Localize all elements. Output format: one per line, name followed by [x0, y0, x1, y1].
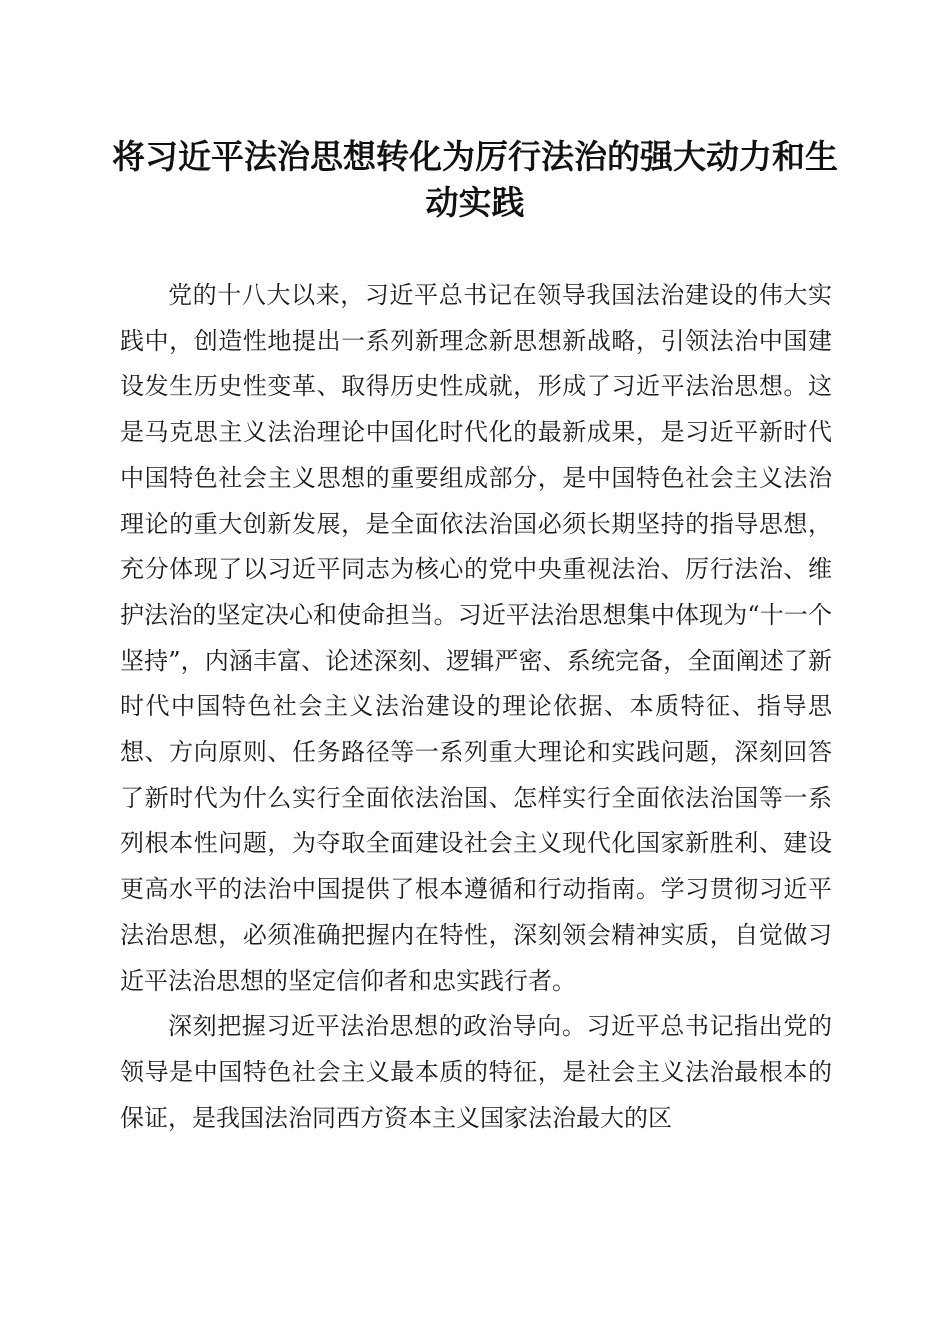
paragraph-2: 深刻把握习近平法治思想的政治导向。习近平总书记指出党的领导是中国特色社会主义最本质的特征，是社会主义法治最根本的保证，是我国法治同西方资本主义国家法治最大的区	[120, 1012, 832, 1132]
document-body	[120, 273, 832, 1141]
paragraph-1: 党的十八大以来，习近平总书记在领导我国法治建设的伟大实践中，创造性地提出一系列新理念新思想新战略，引领法治中国建设发生历史性变革、取得历史性成就，形成了习近平法治思想。这是马克思主义法治理论中国化时代化的最新成果，是习近平新时代中国特色社会主义思想的重要组成部分，是中国特色社会主义法治理论的重大创新发展，是全面依法治国必须长期坚持的指导思想，充分体现了以习近平同志为核心的党中央重视法治、厉行法治、维护法治的坚定决心和使命担当。习近平法治思想集中体现为“十一个坚持”，内涵丰富、论述深刻、逻辑严密、系统完备，全面阐述了新时代中国特色社会主义法治建设的理论依据、本质特征、指导思想、方向原则、任务路径等一系列重大理论和实践问题，深刻回答了新时代为什么实行全面依法治国、怎样实行全面依法治国等一系列根本性问题，为夺取全面建设社会主义现代化国家新胜利、建设更高水平的法治中国提供了根本遵循和行动指南。学习贯彻习近平法治思想，必须准确把握内在特性，深刻领会精神实质，自觉做习近平法治思想的坚定信仰者和忠实践行者。	[120, 281, 832, 995]
document-title: 将习近平法治思想转化为厉行法治的强大动力和生动实践	[112, 137, 838, 222]
